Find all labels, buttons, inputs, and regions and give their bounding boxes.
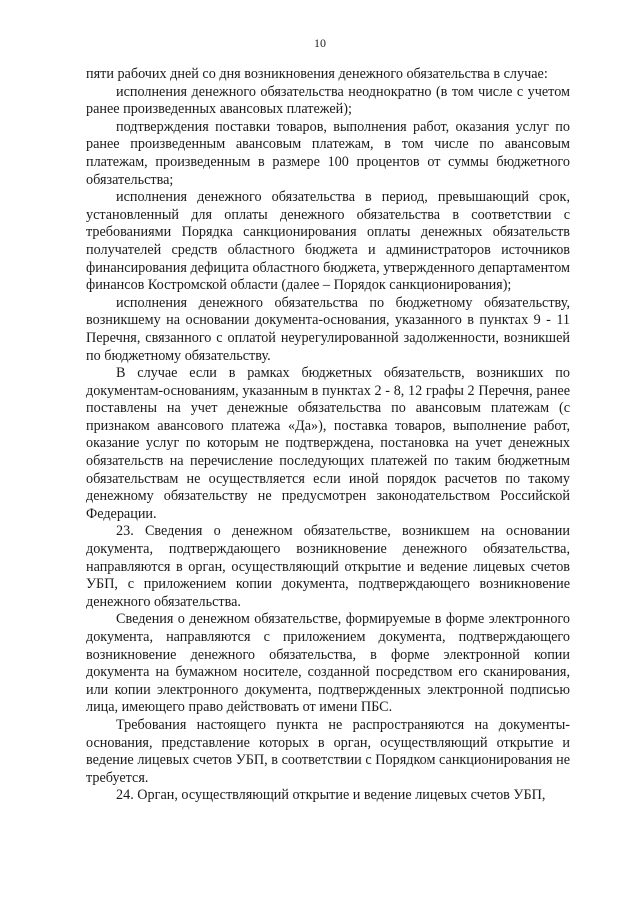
paragraph-continuation: пяти рабочих дней со дня возникновения денежного обязательства в случае:: [86, 66, 548, 82]
paragraph-case-period-exceeding: исполнения денежного обязательства в период, превышающий срок, установленный для оплаты денежного обязательства в соответствии с требованиями Порядка санкционирования оплаты денежных обязательств получателей средств областного бюджета и администраторов источников финансирования дефицита областного бюджета, утвержденного департаментом финансов Костромской области (далее – Порядок санкционирования);: [86, 189, 570, 294]
paragraph-item-24: 24. Орган, осуществляющий открытие и ведение лицевых счетов УБП,: [116, 787, 546, 804]
paragraph-case-repeated-execution: исполнения денежного обязательства неоднократно (в том числе с учетом ранее произведенных авансовых платежей);: [86, 83, 570, 118]
paragraph-item-23: 23. Сведения о денежном обязательстве, возникшем на основании документа, подтверждающего возникновение денежного обязательства, направляются в орган, осуществляющий открытие и ведение лицевых счетов УБП, с приложением копии документа, подтверждающего возникновение денежного обязательства.: [86, 523, 570, 610]
paragraph-advance-payments: В случае если в рамках бюджетных обязательств, возникших по документам-основаниям, указанным в пунктах 2 - 8, 12 графы 2 Перечня, ранее поставлены на учет денежные обязательства по авансовым платежам (с признаком авансового платежа «Да»), поставка товаров, выполнение работ, оказание услуг по которым не подтверждена, постановка на учет денежных обязательств на перечисление последующих платежей по таким бюджетным обязательствам не осуществляется если иной порядок расчетов по такому денежному обязательству не предусмотрен законодательством Российской Федерации.: [86, 365, 570, 522]
paragraph-requirements-exception: Требования настоящего пункта не распространяются на документы-основания, представление которых в орган, осуществляющий открытие и ведение лицевых счетов УБП, в соответствии с Порядком санкционирования не требуется.: [86, 716, 570, 786]
paragraph-case-unsettled-debt: исполнения денежного обязательства по бюджетному обязательству, возникшему на основании документа-основания, указанного в пунктах 9 - 11 Перечня, связанного с оплатой неурегулированной задолженности, возникшей по бюджетному обязательству.: [86, 294, 570, 364]
paragraph-electronic-form: Сведения о денежном обязательстве, формируемые в форме электронного документа, направляются с приложением документа, подтверждающего возникновение денежного обязательства, в форме электронной копии документа на бумажном носителе, созданной посредством его сканирования, или копии электронного документа, подтвержденных электронной подписью лица, имеющего право действовать от имени ПБС.: [86, 611, 570, 716]
paragraph-case-delivery-confirmation: подтверждения поставки товаров, выполнения работ, оказания услуг по ранее произведенным авансовым платежам, в том числе по авансовым платежам, произведенным в размере 100 процентов от суммы бюджетного обязательства;: [86, 118, 570, 188]
page-number: 10: [314, 36, 326, 50]
document-body: [86, 66, 570, 805]
